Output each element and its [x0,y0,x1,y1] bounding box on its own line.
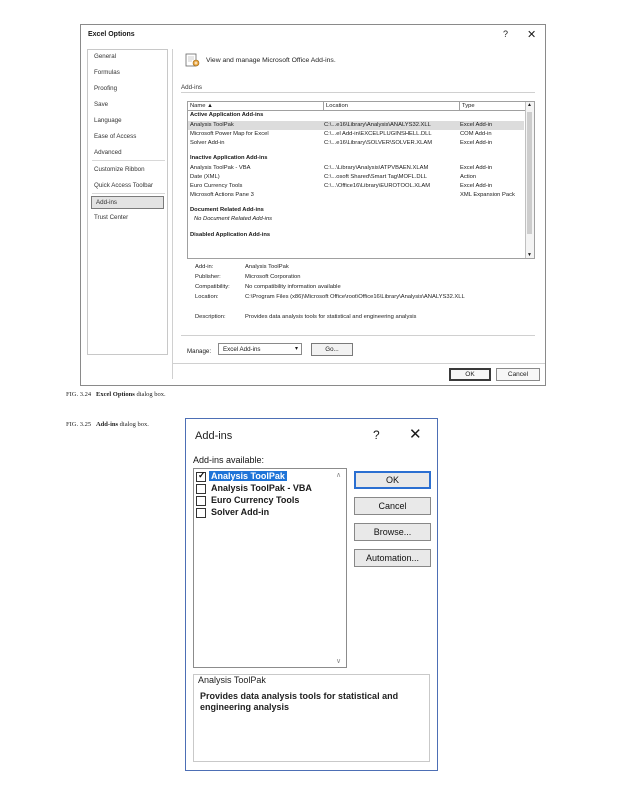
dialog-title: Excel Options [88,31,135,38]
figure-caption-3-25 [66,421,149,428]
detail-value: C:\Program Files (x86)\Microsoft Office\root\Office16\Library\Analysis\ANALYS32.XLL [245,294,465,300]
detail-value: No compatibility information available [245,284,341,290]
scroll-down-icon[interactable]: ▼ [527,252,532,258]
cell-name: Microsoft Power Map for Excel [190,131,269,137]
cell-type: Excel Add-in [460,122,493,128]
available-label: Add-ins available: [193,455,265,465]
cell-type: Action [460,174,477,180]
footer-divider [173,363,545,364]
section-label: Add-ins [181,84,202,91]
caption-number: FIG. 3.25 [66,421,92,428]
table-row[interactable] [188,130,524,139]
table-row[interactable] [188,191,524,200]
cell-name: Analysis ToolPak - VBA [190,165,251,171]
addins-dialog [185,418,438,771]
table-row[interactable] [188,164,524,173]
automation-button[interactable]: Automation... [354,549,431,567]
cell-type: COM Add-in [460,131,492,137]
cancel-button[interactable]: Cancel [496,368,540,381]
go-button[interactable]: Go... [311,343,353,356]
cell-type: Excel Add-in [460,140,493,146]
addins-table[interactable] [187,101,535,259]
nav-item-save[interactable]: Save [94,101,109,108]
column-header-name[interactable]: Name ▲ [188,102,324,111]
addin-label: Analysis ToolPak [211,471,285,481]
cell-type: Excel Add-in [460,183,493,189]
detail-value: Analysis ToolPak [245,264,289,270]
close-icon[interactable]: ✕ [409,426,422,443]
caption-bold: Excel Options [95,391,135,398]
chevron-down-icon: ▾ [294,346,298,352]
close-icon[interactable]: ✕ [527,29,537,41]
cell-location: C:\...\Library\Analysis\ATPVBAEN.XLAM [324,165,429,171]
caption-rest: dialog box. [118,421,149,428]
description-title: Analysis ToolPak [198,675,266,685]
cell-location: C:\...e16\Library\SOLVER\SOLVER.XLAM [324,140,433,146]
nav-item-customize-ribbon[interactable]: Customize Ribbon [94,166,145,173]
ok-button[interactable]: OK [354,471,431,489]
caption-bold: Add-ins [95,421,119,428]
cell-location: C:\...osoft Shared\Smart Tag\MOFL.DLL [324,174,427,180]
description-box [193,674,430,762]
header-text: View and manage Microsoft Office Add-ins. [206,57,336,64]
group-title: Disabled Application Add-ins [190,232,271,238]
scroll-thumb[interactable] [527,112,532,234]
dialog-title: Add-ins [195,430,233,442]
list-scrollbar[interactable] [333,469,346,667]
nav-item-proofing[interactable]: Proofing [94,85,118,92]
table-scrollbar[interactable] [525,102,534,258]
title-bar [81,25,545,44]
nav-item-advanced[interactable]: Advanced [94,149,122,156]
addin-label: Solver Add-in [211,507,270,517]
checkmark-icon: ✓ [198,470,206,480]
options-nav [87,49,168,355]
cell-location: C:\...e16\Library\Analysis\ANALYS32.XLL [324,122,431,128]
cell-location: C:\...\Office16\Library\EUROTOOL.XLAM [324,183,431,189]
scroll-up-icon[interactable]: ∧ [336,472,342,479]
cell-location: C:\...el Add-in\EXCELPLUGINSHELL.DLL [324,131,432,137]
help-icon[interactable]: ? [503,29,509,39]
nav-item-quick-access-toolbar[interactable]: Quick Access Toolbar [94,182,154,189]
addin-label: Analysis ToolPak - VBA [211,483,312,493]
table-row[interactable] [188,182,524,191]
scroll-up-icon[interactable]: ▲ [527,102,532,108]
manage-select-value: Excel Add-ins [223,346,261,353]
help-icon[interactable]: ? [373,428,380,442]
section-divider [181,92,535,93]
group-title: Active Application Add-ins [190,112,264,118]
checkbox[interactable] [196,472,206,482]
details-divider [181,335,535,336]
column-header-location[interactable]: Location [324,102,460,111]
group-title: Document Related Add-ins [190,207,264,213]
manage-label: Manage: [187,348,212,355]
table-row[interactable] [188,173,524,182]
addins-icon [185,52,200,67]
description-text: Provides data analysis tools for statistical and engineering analysis [200,691,399,712]
caption-rest: dialog box. [134,391,166,398]
detail-key: Location: [195,294,219,300]
nav-item-general[interactable]: General [94,53,117,60]
nav-item-formulas[interactable]: Formulas [94,69,120,76]
detail-key: Publisher: [195,274,221,280]
nav-item-add-ins[interactable]: Add-ins [91,196,164,209]
addin-label: Euro Currency Tools [211,495,300,505]
scroll-down-icon[interactable]: ∨ [336,658,342,665]
cell-name: Microsoft Actions Pane 3 [190,192,254,198]
cell-name: Date (XML) [190,174,220,180]
caption-number: FIG. 3.24 [66,391,92,398]
cancel-button[interactable]: Cancel [354,497,431,515]
cell-name: Analysis ToolPak [190,122,234,128]
browse-button[interactable]: Browse... [354,523,431,541]
checkbox[interactable] [196,496,206,506]
nav-item-language[interactable]: Language [94,117,122,124]
group-title: Inactive Application Add-ins [190,155,268,161]
manage-select[interactable] [218,343,302,355]
checkbox[interactable] [196,508,206,518]
figure-caption-3-24 [66,391,166,398]
nav-item-trust-center[interactable]: Trust Center [94,214,129,221]
nav-group-divider [92,160,165,161]
ok-button[interactable]: OK [449,368,491,381]
nav-group-divider [92,193,165,194]
detail-key: Compatibility: [195,284,230,290]
column-header-type[interactable]: Type [460,102,526,111]
cell-type: XML Expansion Pack [460,192,515,198]
cell-name: Euro Currency Tools [190,183,243,189]
cell-type: Excel Add-in [460,165,493,171]
detail-key: Add-in: [195,264,214,270]
checkbox[interactable] [196,484,206,494]
nav-divider [172,49,173,379]
cell-name: Solver Add-in [190,140,225,146]
empty-group-text: No Document Related Add-ins [194,216,273,222]
addins-available-list[interactable] [193,468,347,668]
table-row[interactable] [188,139,524,148]
detail-value: Provides data analysis tools for statistical and engineering analysis [245,314,417,320]
excel-options-dialog [80,24,546,386]
detail-key: Description: [195,314,226,320]
detail-value: Microsoft Corporation [245,274,301,280]
nav-item-ease-of-access[interactable]: Ease of Access [94,133,137,140]
table-row[interactable] [188,121,524,130]
